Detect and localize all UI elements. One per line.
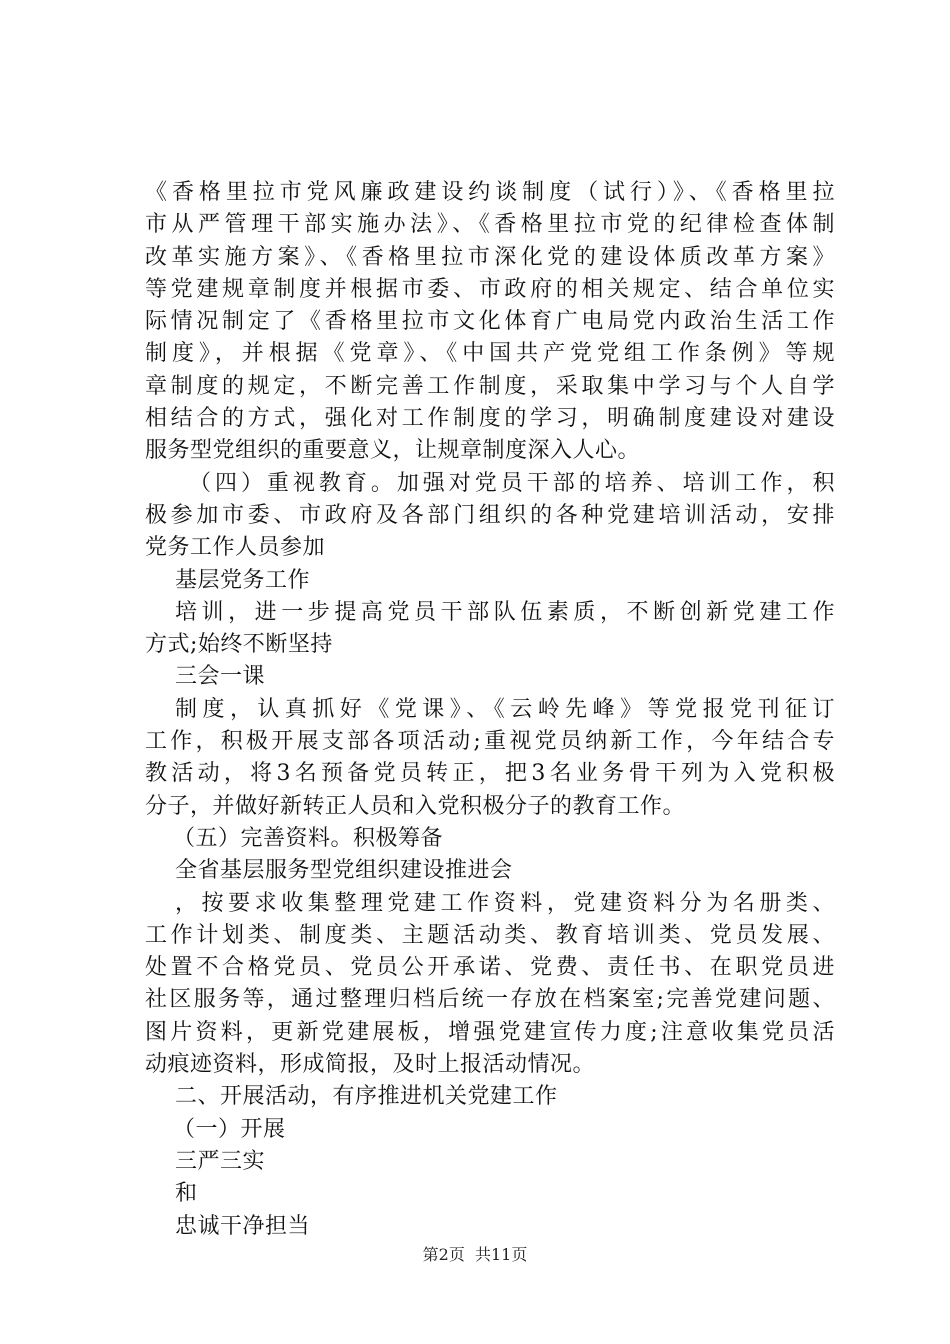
text-line: 等党建规章制度并根据市委、市政府的相关规定、结合单位实 bbox=[145, 276, 835, 302]
text-line: 际情况制定了《香格里拉市文化体育广电局党内政治生活工作 bbox=[145, 309, 835, 335]
text-line: 三会一课 bbox=[175, 664, 266, 690]
text-line: 制度，认真抓好《党课》、《云岭先峰》等党报党刊征订 bbox=[175, 696, 835, 722]
text-line: 党务工作人员参加 bbox=[145, 535, 326, 561]
text-line: 工作计划类、制度类、主题活动类、教育培训类、党员发展、 bbox=[145, 922, 835, 948]
text-line: 《香格里拉市党风廉政建设约谈制度（试行）》、《香格里拉 bbox=[145, 180, 835, 205]
text-line: 市从严管理干部实施办法》、《香格里拉市党的纪律检查体制 bbox=[145, 212, 835, 238]
text-line: 服务型党组织的重要意义，让规章制度深入人心。 bbox=[145, 438, 641, 464]
text-line: 改革实施方案》、《香格里拉市深化党的建设体质改革方案》 bbox=[145, 244, 835, 270]
text-line: 基层党务工作 bbox=[175, 567, 311, 593]
text-line: ，按要求收集整理党建工作资料，党建资料分为名册类、 bbox=[175, 890, 835, 916]
text-line: （一）开展 bbox=[173, 1116, 286, 1142]
text-line: 相结合的方式，强化对工作制度的学习，明确制度建设对建设 bbox=[145, 406, 835, 432]
text-line: 工作，积极开展支部各项活动;重视党员纳新工作，今年结合专 bbox=[145, 729, 835, 755]
text-line: 制度》，并根据《党章》、《中国共产党党组工作条例》等规 bbox=[145, 341, 835, 367]
text-line: 二、开展活动，有序推进机关党建工作 bbox=[175, 1084, 558, 1110]
text-line: 分子，并做好新转正人员和入党积极分子的教育工作。 bbox=[145, 793, 686, 819]
text-line: 和 bbox=[175, 1181, 198, 1207]
page-footer bbox=[0, 1242, 950, 1265]
text-line: 极参加市委、市政府及各部门组织的各种党建培训活动，安排 bbox=[145, 502, 835, 528]
text-line: 教活动，将3名预备党员转正，把3名业务骨干列为入党积极 bbox=[145, 761, 835, 787]
text-line: 方式;始终不断坚持 bbox=[145, 632, 333, 658]
text-line: 动痕迹资料，形成简报，及时上报活动情况。 bbox=[145, 1052, 596, 1078]
text-line: 社区服务等，通过整理归档后统一存放在档案室;完善党建问题、 bbox=[145, 987, 835, 1013]
text-line: 全省基层服务型党组织建设推进会 bbox=[175, 858, 513, 884]
text-line: 三严三实 bbox=[175, 1148, 266, 1174]
text-line: 忠诚干净担当 bbox=[175, 1213, 311, 1239]
text-line: 章制度的规定，不断完善工作制度，采取集中学习与个人自学 bbox=[145, 373, 835, 399]
text-line: （五）完善资料。积极筹备 bbox=[173, 825, 444, 851]
page-number-label: 第2页 共11页 bbox=[422, 1245, 528, 1264]
text-line: 图片资料，更新党建展板，增强党建宣传力度;注意收集党员活 bbox=[145, 1019, 835, 1045]
text-line: 处置不合格党员、党员公开承诺、党费、责任书、在职党员进 bbox=[145, 955, 835, 981]
text-line: （四）重视教育。加强对党员干部的培养、培训工作，积 bbox=[189, 470, 835, 496]
document-body bbox=[145, 177, 835, 1243]
text-line: 培训，进一步提高党员干部队伍素质，不断创新党建工作 bbox=[175, 599, 835, 625]
